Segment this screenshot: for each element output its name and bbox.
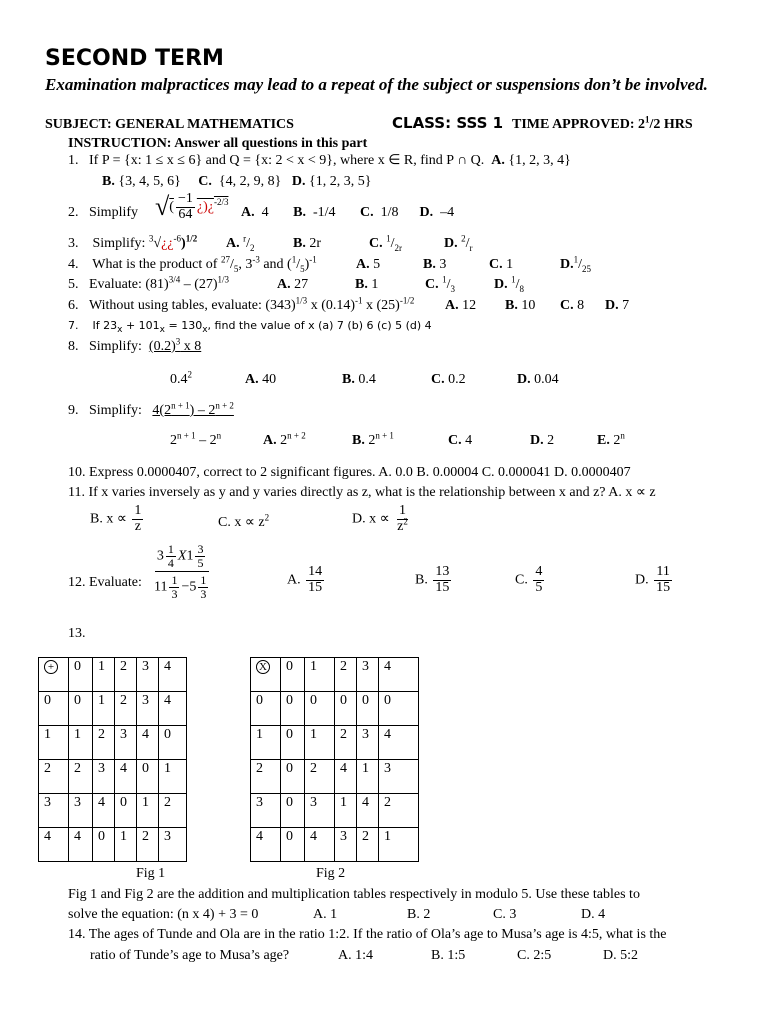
table-cell: 4 bbox=[379, 726, 419, 760]
question-3-options: A. $^r/_2$ bbox=[226, 233, 255, 253]
table-cell: 3 bbox=[115, 726, 137, 760]
table-cell: 3 bbox=[335, 828, 357, 862]
question-11-option-b: B. x ∝ $\frac{1}{z}$ bbox=[90, 503, 142, 534]
table-header-cell: 0 bbox=[281, 658, 305, 692]
question-14-option-c: C. 2:5 bbox=[517, 948, 552, 963]
question-11-option-c: C. $x \propto z^2$ bbox=[218, 512, 270, 530]
subject-line: SUBJECT: GENERAL MATHEMATICS bbox=[45, 117, 294, 132]
table-cell: 0 bbox=[281, 726, 305, 760]
question-6-option-d: D. 7 bbox=[605, 298, 630, 313]
table-header-row bbox=[251, 658, 419, 692]
question-14-option-b: B. 1:5 bbox=[431, 948, 466, 963]
question-12: 12. Evaluate: bbox=[68, 575, 142, 590]
question-1-options: B. {3, 4, 5, 6} C. {4, 2, 9, 8} D. {1, 2, 3, 5} bbox=[102, 174, 372, 189]
question-3-option-c: C. $^1/_{2r}$ bbox=[369, 233, 403, 253]
question-8-option-c: C. 0.2 bbox=[431, 372, 466, 387]
table-cell: 1 bbox=[335, 794, 357, 828]
question-11-option-d: D. x ∝ $\frac{1}{z^2}$ bbox=[352, 503, 408, 534]
table-cell: 2 bbox=[93, 726, 115, 760]
question-3: 3. Simplify: $^3$√¿¿$^{-6}$)$^{1/2}$ bbox=[68, 233, 198, 251]
table-cell: 3 bbox=[305, 794, 335, 828]
table-row bbox=[39, 760, 187, 794]
table-cell: 4 bbox=[115, 760, 137, 794]
table-cell: 2 bbox=[69, 760, 93, 794]
table-header-cell: 0 bbox=[69, 658, 93, 692]
fig1-addition-table bbox=[38, 657, 187, 862]
table-cell: 1 bbox=[93, 692, 115, 726]
table-cell: 0 bbox=[379, 692, 419, 726]
table-cell: 2 bbox=[251, 760, 281, 794]
table-cell: 2 bbox=[39, 760, 69, 794]
table-cell: 4 bbox=[137, 726, 159, 760]
table-header-cell: 1 bbox=[93, 658, 115, 692]
table-cell: 4 bbox=[335, 760, 357, 794]
table-cell: 4 bbox=[159, 692, 187, 726]
table-cell: 1 bbox=[115, 828, 137, 862]
table-cell: 0 bbox=[115, 794, 137, 828]
table-operator-cell bbox=[39, 658, 69, 692]
question-8-option-b: B. 0.4 bbox=[342, 372, 376, 387]
question-8-option-a: A. 40 bbox=[245, 372, 277, 387]
table-cell: 1 bbox=[69, 726, 93, 760]
table-row bbox=[251, 726, 419, 760]
table-cell: 4 bbox=[305, 828, 335, 862]
malpractice-warning: Examination malpractices may lead to a repeat of the subject or suspensions don’t be involved. bbox=[45, 75, 708, 94]
question-12-expression: 3 $\frac{1}{4}$ X1 $\frac{3}{5}$ 11 $\frac{1}{3}$ −5 $\frac{1}{3}$ bbox=[150, 543, 214, 600]
question-6-option-b: B. 10 bbox=[505, 298, 536, 313]
question-13-option-b: B. 2 bbox=[407, 907, 431, 922]
question-3-option-b: B. 2r bbox=[293, 236, 322, 251]
table-row bbox=[251, 692, 419, 726]
question-5-option-c: C. $^1/_3$ bbox=[425, 274, 456, 294]
question-2: 2. Simplify bbox=[68, 205, 139, 220]
table-header-cell: 4 bbox=[379, 658, 419, 692]
table-header-cell: 1 bbox=[305, 658, 335, 692]
instruction: INSTRUCTION: Answer all questions in this part bbox=[68, 136, 368, 151]
table-cell: 1 bbox=[305, 726, 335, 760]
question-10: 10. Express 0.0000407, correct to 2 significant figures. A. 0.0 B. 0.00004 C. 0.000041 D. 0.0000407 bbox=[68, 465, 631, 480]
table-cell: 3 bbox=[137, 692, 159, 726]
table-cell: 0 bbox=[159, 726, 187, 760]
table-cell: 1 bbox=[357, 760, 379, 794]
question-6-option-c: C. 8 bbox=[560, 298, 585, 313]
time-line: TIME APPROVED: $2^1/2$ HRS bbox=[512, 114, 693, 132]
table-cell: 1 bbox=[251, 726, 281, 760]
table-header-cell: 4 bbox=[159, 658, 187, 692]
question-14-option-a: A. 1:4 bbox=[338, 948, 373, 963]
question-13-equation: solve the equation: (n x 4) + 3 = 0 bbox=[68, 907, 259, 922]
question-3-option-d: D. $^2/_r$ bbox=[444, 233, 473, 253]
page-title: SECOND TERM bbox=[45, 46, 224, 71]
table-cell: 3 bbox=[251, 794, 281, 828]
question-9-option-b: B. $2^{n + 1}$ bbox=[352, 430, 394, 448]
question-8: 8. Simplify: $(0.2)^3$ x 8 bbox=[68, 336, 202, 354]
table-cell: 2 bbox=[335, 726, 357, 760]
table-cell: 0 bbox=[39, 692, 69, 726]
table-cell: 2 bbox=[137, 828, 159, 862]
table-cell: 2 bbox=[305, 760, 335, 794]
question-9-option-a: A. $2^{n + 2}$ bbox=[263, 430, 306, 448]
question-5-option-d: D. $^1/_8$ bbox=[494, 274, 525, 294]
table-cell: 0 bbox=[251, 692, 281, 726]
table-cell: 4 bbox=[93, 794, 115, 828]
table-header-row bbox=[39, 658, 187, 692]
table-cell: 1 bbox=[137, 794, 159, 828]
question-5-option-b: B. 1 bbox=[355, 277, 379, 292]
question-1: 1. If P = {x: 1 ≤ x ≤ 6} and Q = {x: 2 < x < 9}, where x ∈ R, find P ∩ Q. A. {1, 2, 3, 4} bbox=[68, 153, 571, 168]
table-cell: 0 bbox=[357, 692, 379, 726]
table-cell: 0 bbox=[137, 760, 159, 794]
table-cell: 4 bbox=[69, 828, 93, 862]
table-row bbox=[39, 692, 187, 726]
question-13-option-c: C. 3 bbox=[493, 907, 517, 922]
table-cell: 3 bbox=[69, 794, 93, 828]
table-cell: 0 bbox=[69, 692, 93, 726]
table-cell: 1 bbox=[379, 828, 419, 862]
table-cell: 4 bbox=[251, 828, 281, 862]
question-6: 6. Without using tables, evaluate: $(343)^{1/3}$ x $(0.14)^{-1}$ x $(25)^{-1/2}$ bbox=[68, 295, 415, 313]
table-cell: 3 bbox=[93, 760, 115, 794]
question-9-option-c: C. 4 bbox=[448, 433, 473, 448]
question-4-option-d: $D.^1/_{25}$ bbox=[560, 254, 592, 274]
question-11: 11. If x varies inversely as y and y varies directly as z, what is the relationship between x and z? A. x ∝ z bbox=[68, 485, 656, 500]
table-cell: 3 bbox=[357, 726, 379, 760]
question-6-option-a: A. 12 bbox=[445, 298, 477, 313]
question-12-option-c: C. $\frac{4}{5}$ bbox=[515, 564, 543, 595]
question-13: 13. bbox=[68, 626, 86, 641]
table-header-cell: 2 bbox=[335, 658, 357, 692]
question-12-option-a: A. $\frac{14}{15}$ bbox=[287, 564, 323, 595]
table-cell: 2 bbox=[357, 828, 379, 862]
question-4-option-a: A. 5 bbox=[356, 257, 381, 272]
question-2-expression: √( $\frac{-1}{64}$ ¿)¿$^{-2/3}$ bbox=[155, 191, 229, 222]
question-12-option-d: D. $\frac{11}{15}$ bbox=[635, 564, 671, 595]
question-9-option-e: E. 2$^n$ bbox=[597, 430, 625, 448]
table-header-cell: 2 bbox=[115, 658, 137, 692]
table-cell: 0 bbox=[281, 828, 305, 862]
operator-symbol: + bbox=[44, 660, 58, 674]
table-cell: 4 bbox=[39, 828, 69, 862]
table-cell: 0 bbox=[335, 692, 357, 726]
table-cell: 1 bbox=[159, 760, 187, 794]
table-row bbox=[39, 726, 187, 760]
question-8-denominator: $0.4^2$ bbox=[170, 369, 192, 387]
table-cell: 0 bbox=[305, 692, 335, 726]
table-row bbox=[251, 760, 419, 794]
question-14-line2: ratio of Tunde’s age to Musa’s age? bbox=[90, 948, 290, 963]
table-header-cell: 3 bbox=[137, 658, 159, 692]
question-14: 14. The ages of Tunde and Ola are in the ratio 1:2. If the ratio of Ola’s age to Musa’s age is 4:5, what is the bbox=[68, 927, 667, 942]
question-4: 4. What is the product of $^{27}/_5$, $3^{-3}$ and $(^1/_5)^{-1}$ bbox=[68, 254, 317, 274]
table-cell: 0 bbox=[281, 692, 305, 726]
question-4-option-b: B. 3 bbox=[423, 257, 447, 272]
operator-symbol: X bbox=[256, 660, 270, 674]
question-9-option-d: D. 2 bbox=[530, 433, 555, 448]
fig2-multiplication-table bbox=[250, 657, 419, 862]
table-header-cell: 3 bbox=[357, 658, 379, 692]
table-row bbox=[39, 828, 187, 862]
table-cell: 3 bbox=[159, 828, 187, 862]
question-7: 7. If $23_x + 101_x = 130_x$, find the value of x (a) 7 (b) 6 (c) 5 (d) 4 bbox=[68, 319, 432, 336]
table-cell: 3 bbox=[379, 760, 419, 794]
question-13-description: Fig 1 and Fig 2 are the addition and multiplication tables respectively in modulo 5. Use these tables to bbox=[68, 887, 640, 902]
question-9: 9. Simplify: $4(2^{n + 1}) - 2^{n + 2}$ bbox=[68, 400, 234, 418]
question-4-option-c: C. 1 bbox=[489, 257, 514, 272]
question-8-option-d: D. 0.04 bbox=[517, 372, 559, 387]
table-operator-cell bbox=[251, 658, 281, 692]
table-cell: 0 bbox=[93, 828, 115, 862]
table-row bbox=[251, 794, 419, 828]
table-cell: 0 bbox=[281, 794, 305, 828]
question-5-option-a: A. 27 bbox=[277, 277, 309, 292]
question-5: 5. Evaluate: $(81)^{3/4} - (27)^{1/3}$ bbox=[68, 274, 230, 292]
table-cell: 3 bbox=[39, 794, 69, 828]
fig1-caption: Fig 1 bbox=[136, 866, 166, 881]
table-cell: 0 bbox=[281, 760, 305, 794]
question-9-denominator: $2^{n + 1} - 2^n$ bbox=[170, 430, 222, 448]
table-cell: 4 bbox=[357, 794, 379, 828]
question-12-option-b: B. $\frac{13}{15}$ bbox=[415, 564, 450, 595]
question-13-option-d: D. 4 bbox=[581, 907, 606, 922]
table-cell: 2 bbox=[379, 794, 419, 828]
table-row bbox=[39, 794, 187, 828]
question-2-options: A. 4 B. -1/4 C. 1/8 D. –4 bbox=[241, 205, 455, 220]
table-cell: 2 bbox=[115, 692, 137, 726]
class-line: CLASS: SSS 1 bbox=[392, 114, 504, 132]
fig2-caption: Fig 2 bbox=[316, 866, 346, 881]
table-cell: 2 bbox=[159, 794, 187, 828]
question-14-option-d: D. 5:2 bbox=[603, 948, 638, 963]
table-row bbox=[251, 828, 419, 862]
table-cell: 1 bbox=[39, 726, 69, 760]
question-13-option-a: A. 1 bbox=[313, 907, 338, 922]
